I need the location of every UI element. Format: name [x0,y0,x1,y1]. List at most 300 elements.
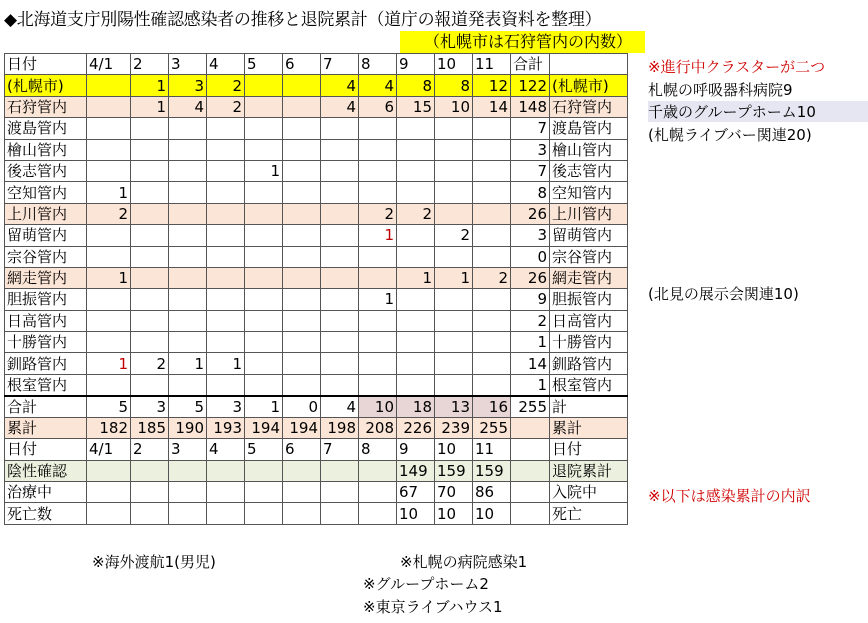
count-cell [131,160,169,181]
death-cell [283,503,321,524]
count-cell [321,353,359,374]
cumulative-label-right: 累計 [550,417,628,438]
sum-cell: 16 [473,396,511,418]
count-cell [283,267,321,288]
treatment-cell: 86 [473,482,511,503]
cumulative-cell: 208 [359,417,397,438]
region-total: 148 [511,96,550,117]
count-cell: 2 [435,225,473,246]
negative-cell [169,460,207,481]
count-cell [131,225,169,246]
count-cell [359,353,397,374]
region-name-right: 渡島管内 [550,118,628,139]
cumulative-cell: 194 [283,417,321,438]
cumulative-cell: 255 [473,417,511,438]
count-cell [245,75,283,96]
count-cell [87,160,131,181]
treatment-label: 治療中 [5,482,87,503]
region-total: 9 [511,289,550,310]
date-header-2: 2 [131,439,169,460]
cumulative-label: 累計 [5,417,87,438]
region-name-right: 胆振管内 [550,289,628,310]
region-row [5,160,628,181]
count-cell: 1 [359,289,397,310]
count-cell: 10 [435,96,473,117]
negative-cell [87,460,131,481]
count-cell [245,118,283,139]
discharged-label: 退院累計 [550,460,628,481]
region-name: 渡島管内 [5,118,87,139]
count-cell [87,246,131,267]
count-cell [473,225,511,246]
treatment-cell [207,482,245,503]
sum-cell: 3 [131,396,169,418]
count-cell [131,310,169,331]
region-name: 空知管内 [5,182,87,203]
sum-cell: 5 [87,396,131,418]
death-cell: 10 [397,503,435,524]
region-name: (札幌市) [5,75,87,96]
sum-cell: 13 [435,396,473,418]
count-cell [397,310,435,331]
count-cell [207,332,245,353]
count-cell [283,353,321,374]
region-total: 3 [511,139,550,160]
count-cell [435,374,473,396]
count-cell [473,310,511,331]
date-header-2: 10 [435,439,473,460]
count-cell [435,160,473,181]
count-cell [283,182,321,203]
count-cell [435,203,473,224]
count-cell [245,267,283,288]
blank-cell [550,54,628,75]
region-name: 石狩管内 [5,96,87,117]
count-cell: 2 [131,353,169,374]
region-name-right: 日高管内 [550,310,628,331]
count-cell [283,203,321,224]
date-header: 9 [397,54,435,75]
treatment-cell [169,482,207,503]
count-cell [359,246,397,267]
count-cell [321,374,359,396]
count-cell [131,182,169,203]
count-cell [169,139,207,160]
count-cell [131,374,169,396]
sum-cell: 4 [321,396,359,418]
date-header: 4/1 [87,54,131,75]
count-cell: 1 [435,267,473,288]
death-cell [87,503,131,524]
count-cell [321,332,359,353]
count-cell [245,139,283,160]
count-cell: 15 [397,96,435,117]
count-cell: 1 [131,75,169,96]
cumulative-row [5,417,628,438]
count-cell [245,310,283,331]
region-name-right: 釧路管内 [550,353,628,374]
count-cell: 1 [169,353,207,374]
date-header-2: 7 [321,439,359,460]
count-cell [169,182,207,203]
count-cell: 3 [169,75,207,96]
count-cell [397,374,435,396]
region-row [5,353,628,374]
date-header: 10 [435,54,473,75]
count-cell [87,225,131,246]
death-cell [359,503,397,524]
count-cell [207,182,245,203]
region-name-right: 檜山管内 [550,139,628,160]
region-name: 檜山管内 [5,139,87,160]
count-cell [435,289,473,310]
count-cell [435,246,473,267]
region-name-right: 網走管内 [550,267,628,288]
kitami-note: (北見の展示会関連10) [648,285,799,303]
total-header: 合計 [511,54,550,75]
count-cell [245,225,283,246]
region-name: 後志管内 [5,160,87,181]
count-cell [245,246,283,267]
count-cell [169,225,207,246]
count-cell [87,374,131,396]
count-cell [359,139,397,160]
sum-cell: 5 [169,396,207,418]
count-cell [397,332,435,353]
live-bar-note: (札幌ライブバー関連20) [648,126,812,144]
count-cell [283,310,321,331]
cumulative-total [511,417,550,438]
count-cell [473,374,511,396]
count-cell [321,289,359,310]
count-cell [87,310,131,331]
count-cell [473,118,511,139]
count-cell [207,203,245,224]
count-cell: 2 [207,96,245,117]
count-cell [283,374,321,396]
count-cell [207,246,245,267]
page-title: ◆北海道支庁別陽性確認感染者の推移と退院累計（道庁の報道発表資料を整理） [4,10,602,30]
sum-label: 合計 [5,396,87,418]
count-cell [397,225,435,246]
date-label-2: 日付 [5,439,87,460]
region-name: 宗谷管内 [5,246,87,267]
treatment-cell: 70 [435,482,473,503]
cumulative-cell: 185 [131,417,169,438]
region-row [5,310,628,331]
count-cell: 2 [207,75,245,96]
date-header: 6 [283,54,321,75]
count-cell [359,310,397,331]
count-cell [359,374,397,396]
count-cell [245,96,283,117]
count-cell [359,160,397,181]
count-cell [397,182,435,203]
count-cell: 1 [359,225,397,246]
blank-cell [511,439,550,460]
count-cell: 8 [435,75,473,96]
region-row [5,139,628,160]
region-row [5,203,628,224]
treatment-cell [359,482,397,503]
region-name: 釧路管内 [5,353,87,374]
treatment-cell [283,482,321,503]
count-cell [473,246,511,267]
count-cell [169,310,207,331]
region-name: 上川管内 [5,203,87,224]
count-cell [131,267,169,288]
region-total: 0 [511,246,550,267]
count-cell [321,267,359,288]
count-cell: 2 [87,203,131,224]
count-cell [207,310,245,331]
region-row [5,75,628,96]
cumulative-cell: 239 [435,417,473,438]
death-label: 死亡数 [5,503,87,524]
sum-cell: 18 [397,396,435,418]
sapporo-subnote: （札幌市は石狩管内の内数） [400,31,645,53]
death-cell [245,503,283,524]
breakdown-note: ※以下は感染累計の内訳 [648,487,811,505]
count-cell: 1 [87,182,131,203]
count-cell [283,246,321,267]
count-cell [359,182,397,203]
count-cell [397,353,435,374]
count-cell [131,203,169,224]
count-cell [397,118,435,139]
header-row [5,54,628,75]
date-header-2: 9 [397,439,435,460]
count-cell [283,289,321,310]
region-total: 7 [511,160,550,181]
region-name-right: 十勝管内 [550,332,628,353]
date-row-2 [5,439,628,460]
count-cell [87,332,131,353]
count-cell [435,332,473,353]
count-cell [207,139,245,160]
cumulative-cell: 198 [321,417,359,438]
death-cell [321,503,359,524]
date-header-2: 8 [359,439,397,460]
overseas-note: ※海外渡航1(男児) [92,553,216,571]
count-cell: 1 [245,160,283,181]
region-name-right: 上川管内 [550,203,628,224]
date-header: 4 [207,54,245,75]
count-cell [169,289,207,310]
region-row [5,182,628,203]
treatment-cell [87,482,131,503]
date-header: 3 [169,54,207,75]
negative-cell [321,460,359,481]
count-cell [435,139,473,160]
count-cell [397,246,435,267]
sum-total: 255 [511,396,550,418]
count-cell [283,332,321,353]
count-cell [321,225,359,246]
count-cell [131,246,169,267]
date-header-2: 5 [245,439,283,460]
region-name-right: 空知管内 [550,182,628,203]
count-cell [245,332,283,353]
count-cell: 2 [359,203,397,224]
count-cell [131,332,169,353]
region-row [5,332,628,353]
count-cell [87,139,131,160]
region-row [5,267,628,288]
region-row [5,246,628,267]
count-cell: 1 [207,353,245,374]
date-header-2: 11 [473,439,511,460]
count-cell [169,118,207,139]
count-cell [397,289,435,310]
hospital-cluster-note: 札幌の呼吸器科病院9 [648,81,793,99]
count-cell [473,353,511,374]
death-cell [207,503,245,524]
treatment-cell [321,482,359,503]
count-cell [397,160,435,181]
negative-cell [207,460,245,481]
negative-cell [359,460,397,481]
count-cell [321,203,359,224]
sum-row [5,396,628,418]
date-header: 5 [245,54,283,75]
count-cell [87,118,131,139]
hospitalized-label: 入院中 [550,482,628,503]
region-total: 14 [511,353,550,374]
count-cell [245,203,283,224]
count-cell: 2 [473,267,511,288]
date-header-2: 4 [207,439,245,460]
date-label-right: 日付 [550,439,628,460]
count-cell [87,75,131,96]
count-cell [435,118,473,139]
count-cell [245,289,283,310]
count-cell [207,160,245,181]
count-cell [283,118,321,139]
cumulative-cell: 193 [207,417,245,438]
blank-cell [511,503,550,524]
count-cell: 1 [397,267,435,288]
region-total: 26 [511,267,550,288]
count-cell [473,332,511,353]
region-total: 8 [511,182,550,203]
cumulative-cell: 182 [87,417,131,438]
count-cell [207,374,245,396]
region-row [5,289,628,310]
negative-cell: 159 [473,460,511,481]
hospital-infection-note: ※札幌の病院感染1 [400,553,528,571]
death-cell: 10 [473,503,511,524]
region-total: 1 [511,332,550,353]
count-cell [169,160,207,181]
negative-label: 陰性確認 [5,460,87,481]
count-cell [131,139,169,160]
count-cell [207,289,245,310]
count-cell [359,267,397,288]
region-name-right: (札幌市) [550,75,628,96]
treatment-cell: 67 [397,482,435,503]
count-cell [397,139,435,160]
count-cell [131,289,169,310]
region-name-right: 宗谷管内 [550,246,628,267]
blank-cell [511,460,550,481]
count-cell: 8 [397,75,435,96]
cluster-note: ※進行中クラスターが二つ [648,58,826,76]
count-cell [473,182,511,203]
negative-cell: 159 [435,460,473,481]
region-name: 網走管内 [5,267,87,288]
region-total: 1 [511,374,550,396]
negative-cell [245,460,283,481]
region-total: 7 [511,118,550,139]
sum-cell: 10 [359,396,397,418]
count-cell: 6 [359,96,397,117]
count-cell [321,246,359,267]
count-cell [321,160,359,181]
count-cell [87,96,131,117]
count-cell [169,267,207,288]
count-cell [131,118,169,139]
treatment-row [5,482,628,503]
region-row [5,225,628,246]
region-name: 留萌管内 [5,225,87,246]
count-cell: 4 [359,75,397,96]
count-cell [87,289,131,310]
count-cell [359,118,397,139]
death-cell [169,503,207,524]
region-total: 2 [511,310,550,331]
region-row [5,118,628,139]
group-home-cluster-note: 千歳のグループホーム10 [648,101,868,122]
region-name: 根室管内 [5,374,87,396]
cumulative-cell: 226 [397,417,435,438]
count-cell [283,75,321,96]
date-header-2: 3 [169,439,207,460]
count-cell [359,332,397,353]
region-name: 胆振管内 [5,289,87,310]
count-cell [321,310,359,331]
count-cell [169,374,207,396]
region-row [5,96,628,117]
count-cell [435,182,473,203]
death-label-right: 死亡 [550,503,628,524]
region-name-right: 石狩管内 [550,96,628,117]
count-cell [245,353,283,374]
region-name-right: 根室管内 [550,374,628,396]
sum-cell: 3 [207,396,245,418]
group-home-note: ※グループホーム2 [363,575,489,593]
region-name: 十勝管内 [5,332,87,353]
region-name: 日高管内 [5,310,87,331]
count-cell [473,203,511,224]
date-header-2: 6 [283,439,321,460]
count-cell: 4 [169,96,207,117]
negative-cell [131,460,169,481]
sum-cell: 0 [283,396,321,418]
count-cell [207,118,245,139]
blank-cell [511,482,550,503]
date-header: 2 [131,54,169,75]
negative-row [5,460,628,481]
count-cell: 14 [473,96,511,117]
count-cell: 4 [321,75,359,96]
count-cell [169,203,207,224]
date-header-2: 4/1 [87,439,131,460]
count-cell [207,225,245,246]
region-total: 3 [511,225,550,246]
count-cell [169,332,207,353]
count-cell: 4 [321,96,359,117]
